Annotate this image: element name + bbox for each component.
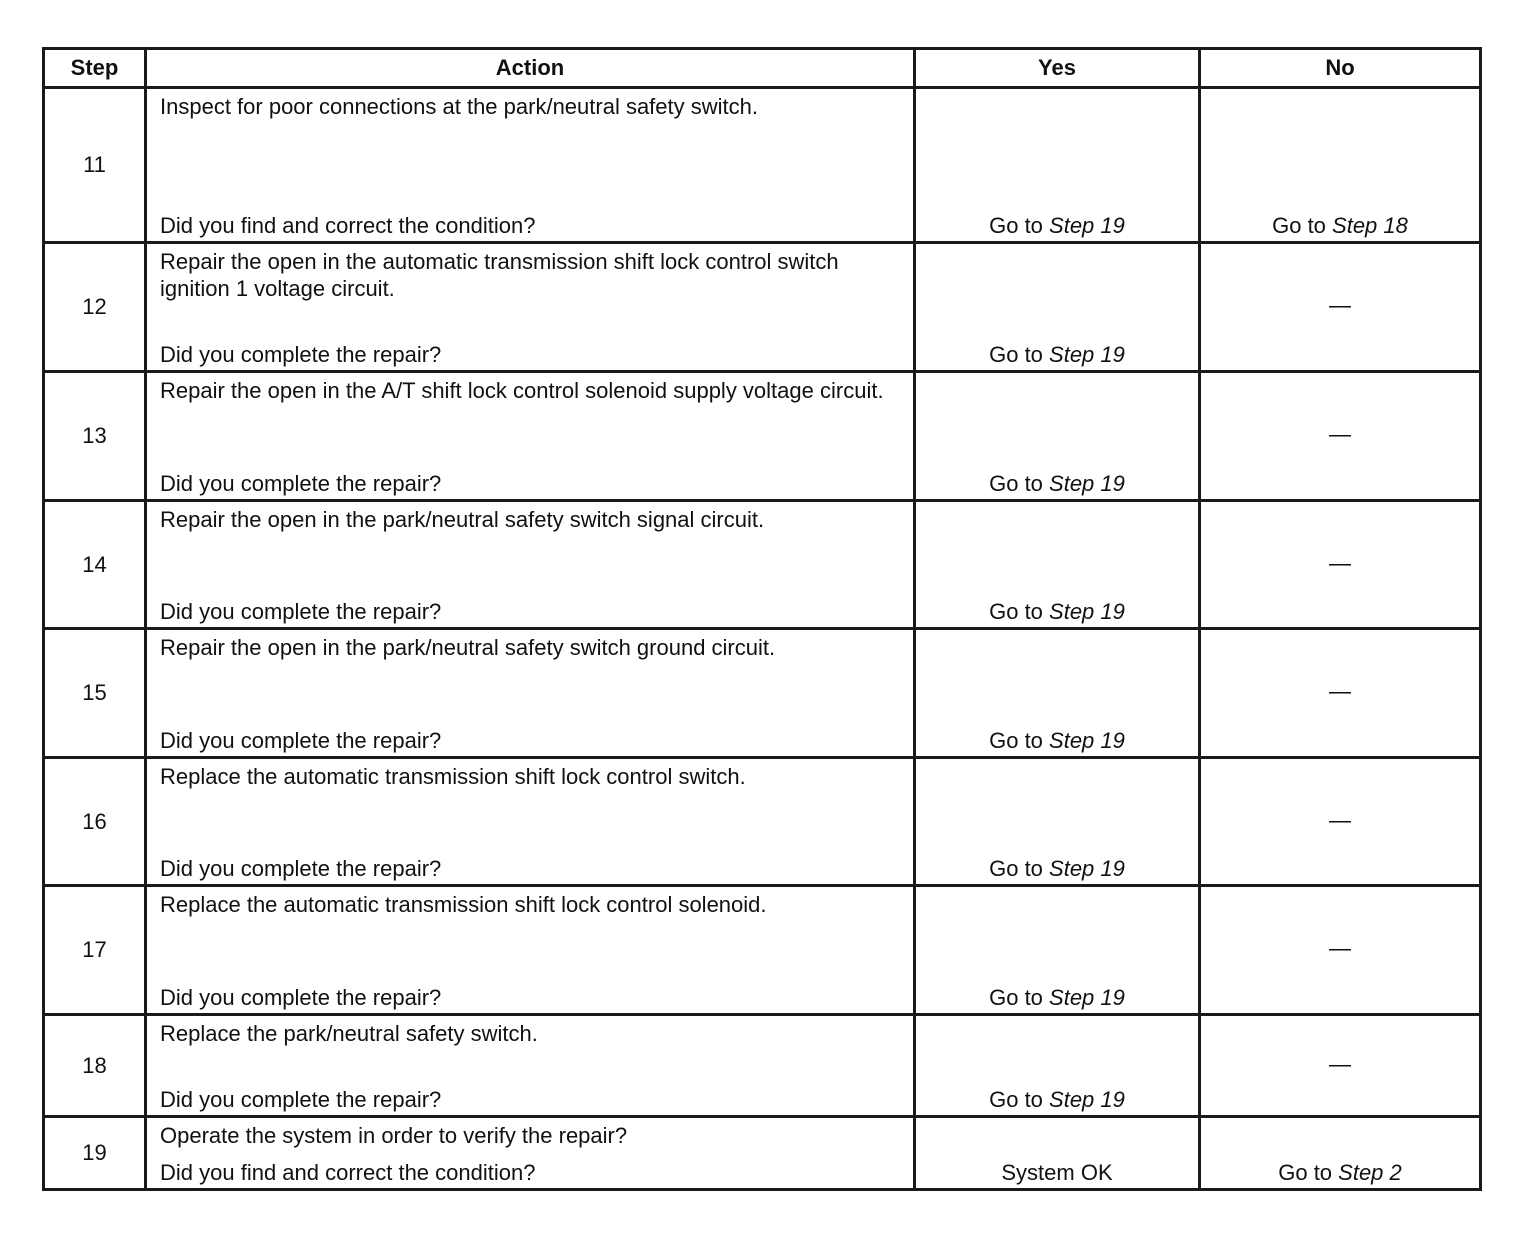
- action-question: Did you complete the repair?: [160, 985, 442, 1010]
- action-cell: [146, 1117, 915, 1190]
- step-number: 13: [44, 372, 146, 501]
- yes-result: Go to Step 19: [989, 213, 1125, 238]
- no-result-dash: —: [1329, 678, 1351, 704]
- header-step: Step: [44, 49, 146, 88]
- action-instruction: Inspect for poor connections at the park/neutral safety switch.: [160, 94, 758, 119]
- table-row: [44, 886, 1481, 1015]
- table-row: [44, 372, 1481, 501]
- yes-step-link: Step 19: [1049, 728, 1125, 753]
- yes-result: Go to Step 19: [989, 471, 1125, 496]
- step-number: 11: [44, 88, 146, 243]
- action-question: Did you complete the repair?: [160, 471, 442, 496]
- step-number: 12: [44, 243, 146, 372]
- yes-cell: [915, 243, 1200, 372]
- yes-step-link: Step 19: [1049, 985, 1125, 1010]
- yes-cell: [915, 886, 1200, 1015]
- action-question: Did you complete the repair?: [160, 728, 442, 753]
- step-number: 19: [44, 1117, 146, 1190]
- action-cell: [146, 886, 915, 1015]
- yes-result: Go to Step 19: [989, 342, 1125, 367]
- no-result-dash: —: [1329, 935, 1351, 961]
- table-row: [44, 1015, 1481, 1117]
- step-number: 16: [44, 758, 146, 886]
- no-cell: [1200, 1117, 1481, 1190]
- yes-step-link: Step 19: [1049, 213, 1125, 238]
- action-instruction: Replace the automatic transmission shift lock control switch.: [160, 764, 746, 789]
- table-row: [44, 629, 1481, 758]
- yes-result: Go to Step 19: [989, 1087, 1125, 1112]
- action-cell: [146, 629, 915, 758]
- no-result: Go to Step 2: [1278, 1160, 1402, 1185]
- no-result: Go to Step 18: [1272, 213, 1408, 238]
- no-step-link: Step 2: [1338, 1160, 1402, 1185]
- header-action: Action: [146, 49, 915, 88]
- yes-result: Go to Step 19: [989, 728, 1125, 753]
- table-row: [44, 501, 1481, 629]
- action-cell: [146, 758, 915, 886]
- action-cell: [146, 501, 915, 629]
- no-result-dash: —: [1329, 550, 1351, 576]
- no-result-dash: —: [1329, 807, 1351, 833]
- yes-cell: [915, 88, 1200, 243]
- action-instruction: Replace the park/neutral safety switch.: [160, 1021, 538, 1046]
- yes-cell: [915, 501, 1200, 629]
- header-yes: Yes: [915, 49, 1200, 88]
- action-cell: [146, 1015, 915, 1117]
- action-question: Did you complete the repair?: [160, 342, 442, 367]
- no-cell: [1200, 758, 1481, 886]
- action-question: Did you complete the repair?: [160, 856, 442, 881]
- no-cell: [1200, 243, 1481, 372]
- action-instruction: Repair the open in the automatic transmission shift lock control switch ignition 1 voltage circuit.: [160, 249, 839, 301]
- step-number: 17: [44, 886, 146, 1015]
- table-row: [44, 1117, 1481, 1190]
- yes-cell: [915, 758, 1200, 886]
- yes-step-link: Step 19: [1049, 342, 1125, 367]
- action-cell: [146, 372, 915, 501]
- action-cell: [146, 243, 915, 372]
- action-question: Did you complete the repair?: [160, 599, 442, 624]
- no-cell: [1200, 501, 1481, 629]
- yes-cell: [915, 1015, 1200, 1117]
- yes-step-link: Step 19: [1049, 599, 1125, 624]
- yes-result: Go to Step 19: [989, 985, 1125, 1010]
- no-cell: [1200, 886, 1481, 1015]
- action-instruction: Replace the automatic transmission shift lock control solenoid.: [160, 892, 767, 917]
- no-result-dash: —: [1329, 292, 1351, 318]
- yes-result: System OK: [1001, 1160, 1113, 1185]
- yes-step-link: Step 19: [1049, 1087, 1125, 1112]
- yes-cell: [915, 372, 1200, 501]
- action-question: Did you complete the repair?: [160, 1087, 442, 1112]
- table-row: [44, 758, 1481, 886]
- no-cell: [1200, 1015, 1481, 1117]
- no-result-dash: —: [1329, 421, 1351, 447]
- no-cell: [1200, 88, 1481, 243]
- action-instruction: Repair the open in the park/neutral safety switch signal circuit.: [160, 507, 765, 532]
- action-instruction: Operate the system in order to verify the repair?: [160, 1123, 628, 1148]
- yes-cell: [915, 1117, 1200, 1190]
- action-question: Did you find and correct the condition?: [160, 1160, 536, 1185]
- no-result-dash: —: [1329, 1051, 1351, 1077]
- step-number: 18: [44, 1015, 146, 1117]
- diagnostic-steps-table: [42, 47, 1482, 1191]
- yes-step-link: Step 19: [1049, 471, 1125, 496]
- no-step-link: Step 18: [1332, 213, 1408, 238]
- no-cell: [1200, 372, 1481, 501]
- action-cell: [146, 88, 915, 243]
- yes-result: Go to Step 19: [989, 599, 1125, 624]
- no-cell: [1200, 629, 1481, 758]
- yes-cell: [915, 629, 1200, 758]
- step-number: 14: [44, 501, 146, 629]
- header-row: [44, 49, 1481, 88]
- table-row: [44, 243, 1481, 372]
- step-number: 15: [44, 629, 146, 758]
- yes-step-link: Step 19: [1049, 856, 1125, 881]
- header-no: No: [1200, 49, 1481, 88]
- table-row: [44, 88, 1481, 243]
- action-instruction: Repair the open in the A/T shift lock control solenoid supply voltage circuit.: [160, 378, 884, 403]
- action-question: Did you find and correct the condition?: [160, 213, 536, 238]
- action-instruction: Repair the open in the park/neutral safety switch ground circuit.: [160, 635, 776, 660]
- yes-result: Go to Step 19: [989, 856, 1125, 881]
